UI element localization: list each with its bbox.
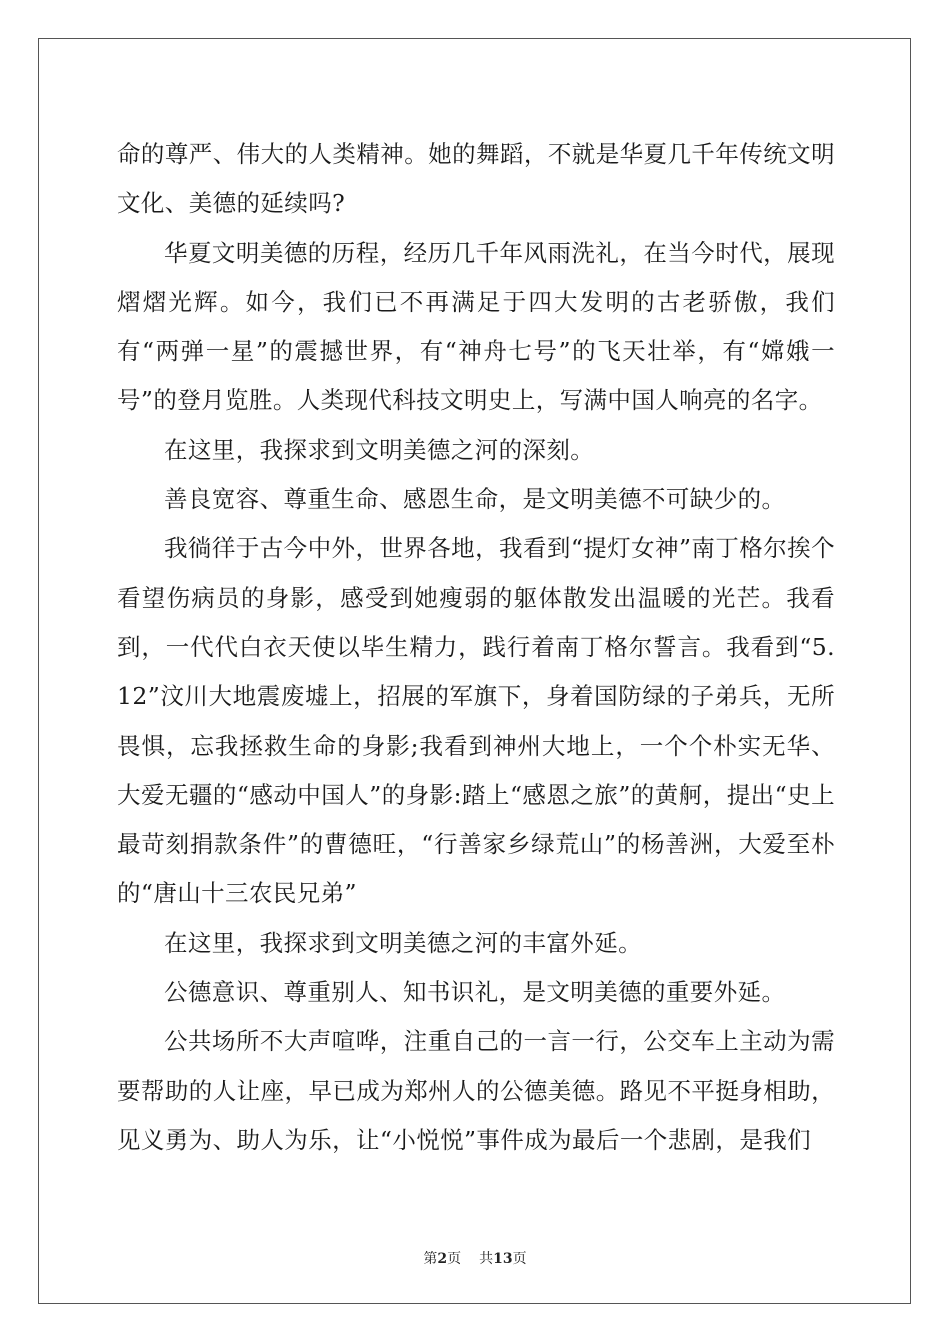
page-suffix: 页 xyxy=(447,1251,462,1267)
total-suffix: 页 xyxy=(512,1251,527,1267)
total-prefix: 共 xyxy=(479,1251,494,1267)
paragraph-7: 公德意识、尊重别人、知书识礼，是文明美德的重要外延。 xyxy=(164,978,786,1007)
total-pages: 13 xyxy=(493,1251,513,1267)
paragraph-1: 命的尊严、伟大的人类精神。她的舞蹈，不就是华夏几千年传统文明文化、美德的延续吗? xyxy=(117,140,835,218)
paragraph-8: 公共场所不大声喧哗，注重自己的一言一行，公交车上主动为需要帮助的人让座，早已成为郑州人的公德美德。路见不平挺身相助，见义勇为、助人为乐，让“小悦悦”事件成为最后一个悲剧，是我们 xyxy=(117,1027,835,1154)
page-number: 2 xyxy=(437,1251,448,1267)
page-prefix: 第 xyxy=(423,1251,438,1267)
paragraph-4: 善良宽容、尊重生命、感恩生命，是文明美德不可缺少的。 xyxy=(164,485,786,514)
paragraph-5: 我徜徉于古今中外，世界各地，我看到“提灯女神”南丁格尔挨个看望伤病员的身影，感受到她瘦弱的躯体散发出温暖的光芒。我看到，一代代白衣天使以毕生精力，践行着南丁格尔誓言。我看到“5.12”汶川大地震废墟上，招展的军旗下，身着国防绿的子弟兵，无所畏惧，忘我拯救生命的身影;我看到神州大地上，一个个朴实无华、大爱无疆的“感动中国人”的身影:踏上“感恩之旅”的黄舸，提出“史上最苛刻捐款条件”的曹德旺，“行善家乡绿荒山”的杨善洲，大爱至朴的“唐山十三农民兄弟” xyxy=(117,534,835,908)
document-body xyxy=(117,130,835,1165)
paragraph-6: 在这里，我探求到文明美德之河的丰富外延。 xyxy=(164,928,642,957)
paragraph-3: 在这里，我探求到文明美德之河的深刻。 xyxy=(164,435,595,464)
paragraph-2: 华夏文明美德的历程，经历几千年风雨洗礼，在当今时代，展现熠熠光辉。如今，我们已不再满足于四大发明的古老骄傲，我们有“两弹一星”的震撼世界，有“神舟七号”的飞天壮举，有“嫦娥一号”的登月览胜。人类现代科技文明史上，写满中国人响亮的名字。 xyxy=(117,238,835,415)
page-footer xyxy=(0,1248,950,1268)
